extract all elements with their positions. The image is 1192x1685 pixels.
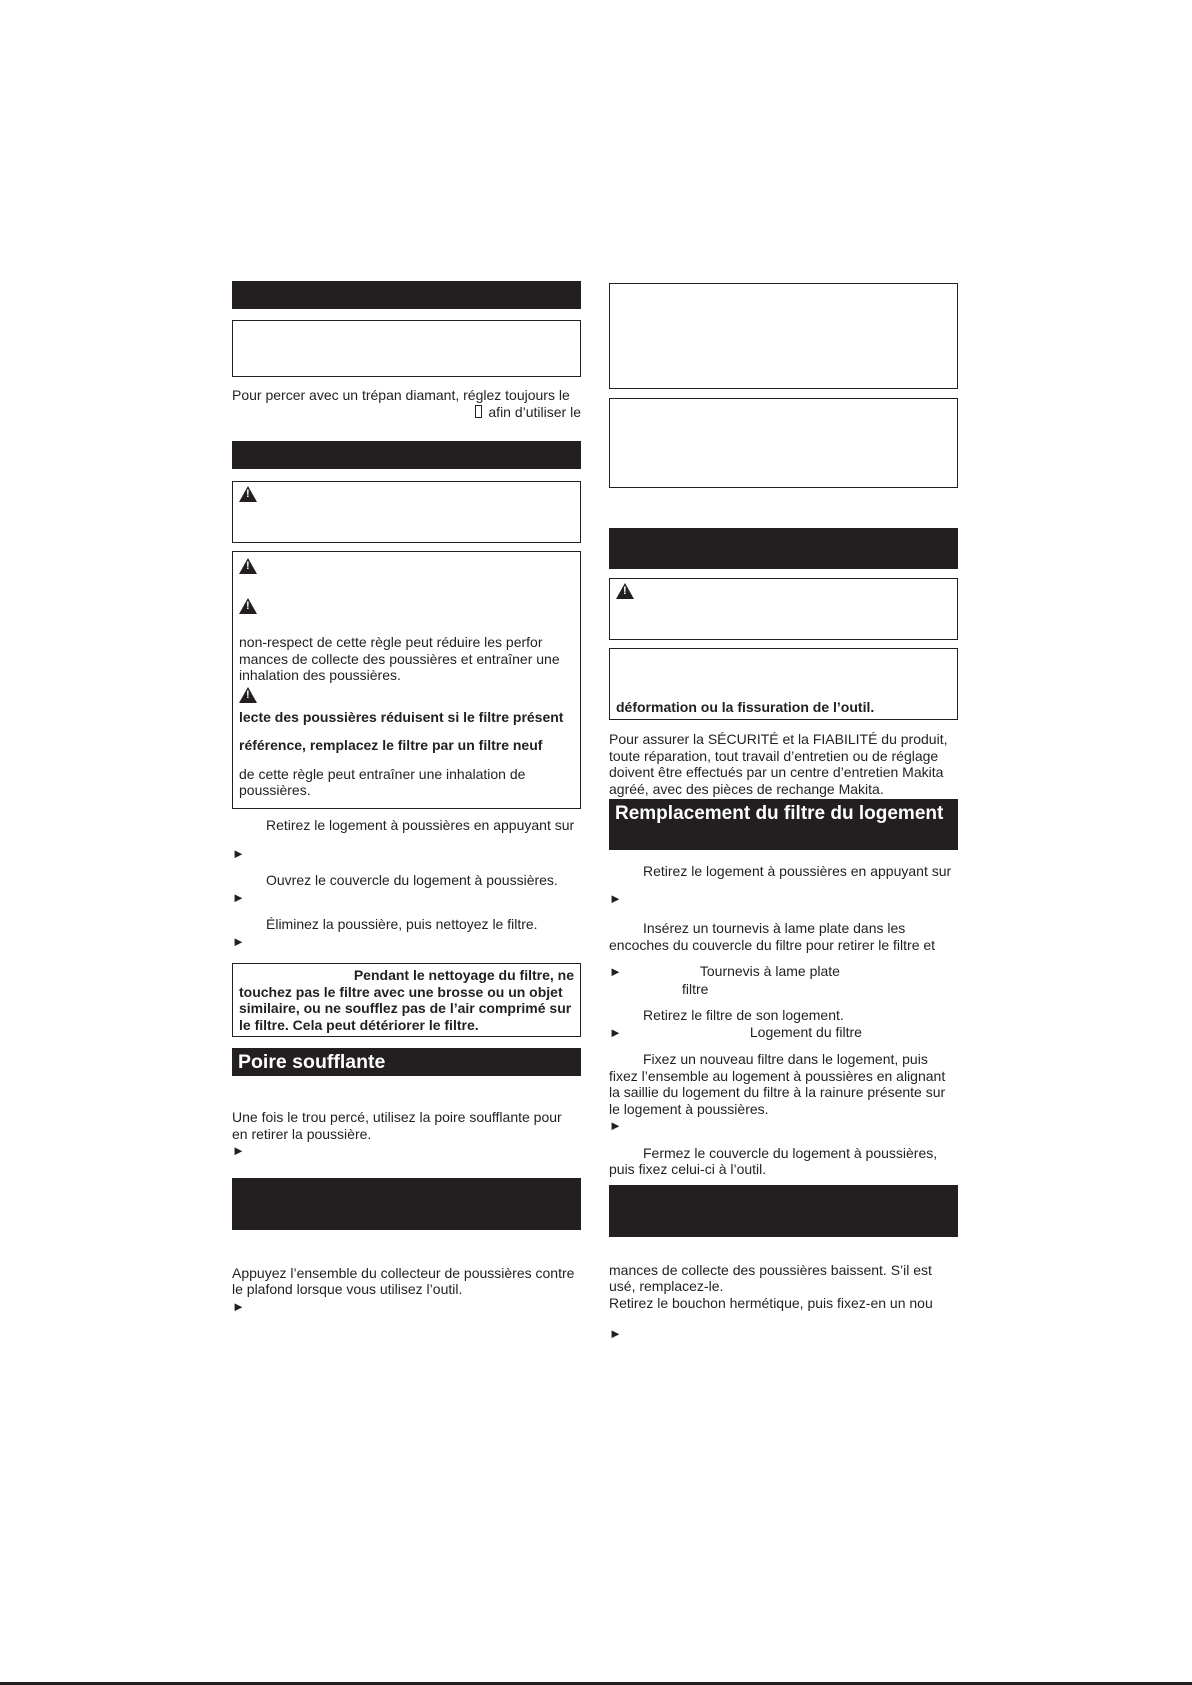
warning-triangle-icon — [616, 583, 634, 599]
figure-arrow-icon: ► — [609, 1118, 622, 1133]
figure-arrow-icon: ► — [232, 933, 245, 949]
section-header-bar — [232, 1178, 581, 1230]
figure-arrow-icon: ► — [232, 889, 245, 905]
notice-box: Pendant le nettoyage du filtre, ne touchez pas le filtre avec une brosse ou un objet similaire, ou ne soufflez pas de l’air comprimé sur le filtre. Cela peut détériorer le filtre. — [232, 963, 581, 1037]
poire-soufflante-header: Poire soufflante — [232, 1048, 581, 1076]
warning-triangle-icon — [239, 598, 257, 614]
figure-arrow-icon: ► — [232, 845, 245, 861]
figure-arrow-icon: ► — [609, 1024, 622, 1040]
section-header-bar — [232, 441, 581, 469]
note-box — [609, 398, 958, 488]
figure-arrow-icon: ► — [232, 1298, 245, 1314]
warning-box — [609, 578, 958, 640]
figure-arrow-icon: ► — [232, 1143, 245, 1158]
figure-arrow-icon: ► — [609, 890, 622, 906]
warning-box — [232, 481, 581, 543]
bottom-paragraph: mances de collecte des poussières baissent. S’il est usé, remplacez-le. Retirez le bouchon hermétique, puis fixez-en un nou ► — [609, 1261, 933, 1341]
filter-replacement-header: Remplacement du filtre du logement — [609, 799, 958, 850]
section-header-bar — [609, 528, 958, 569]
warning-triangle-icon — [239, 486, 257, 502]
warning-box-large: ! ! non-respect de cette règle peut réduire les perfor mances de collecte des poussières et entraîner une inhalation des poussières. ! lecte des poussières réduisent si le filtre présent référence, remplacez le filtre par un filtre neuf de cette règle peut entraîner une inhalation de poussières. — [232, 551, 581, 809]
section-header-bar — [232, 281, 581, 309]
caution-box: déformation ou la fissuration de l’outil. — [609, 648, 958, 720]
warning-triangle-icon — [239, 558, 257, 574]
right-column — [609, 283, 958, 1343]
trepan-paragraph: Pour percer avec un trépan diamant, réglez toujours le afin d’utiliser le — [232, 387, 581, 420]
left-column — [232, 281, 581, 1315]
note-box — [609, 283, 958, 389]
rotation-mode-icon — [475, 405, 482, 418]
section-header-bar — [609, 1185, 958, 1237]
figure-arrow-icon: ► — [609, 1326, 622, 1341]
plafond-paragraph: Appuyez l’ensemble du collecteur de poussières contre le plafond lorsque vous utilisez l’outil. ► — [232, 1264, 575, 1314]
poire-paragraph: Une fois le trou percé, utilisez la poire soufflante pour en retirer la poussière. ► — [232, 1109, 562, 1158]
filter-steps: Retirez le logement à poussières en appuyant sur ► Insérez un tournevis à lame plate dans les encoches du couvercle du filtre pour retirer le filtre et ► Tournevis à lame plate filtre Retirez le filtre de son logement. ► Logement du filtre Fixez un nouveau filtre dans le logement, puis fixez l’ensemble au logement à poussières en alignant la saillie du logement du filtre à la rainure présente sur le logement à poussières. ► Fermez le couvercle du logement à poussières, puis fixez celui-ci à l’outil. — [609, 863, 952, 1177]
note-box — [232, 320, 581, 377]
cleaning-steps: Retirez le logement à poussières en appuyant sur ► Ouvrez le couvercle du logement à poussières. ► Éliminez la poussière, puis nettoyez le filtre. ► — [232, 817, 575, 949]
figure-arrow-icon: ► — [609, 964, 622, 979]
safety-paragraph: Pour assurer la SÉCURITÉ et la FIABILITÉ du produit, toute réparation, tout travail d’entretien ou de réglage doivent être effectués par un centre d’entretien Makita agréé, avec des pièces de rechange Makita. — [609, 731, 948, 797]
warning-triangle-icon — [239, 687, 257, 703]
